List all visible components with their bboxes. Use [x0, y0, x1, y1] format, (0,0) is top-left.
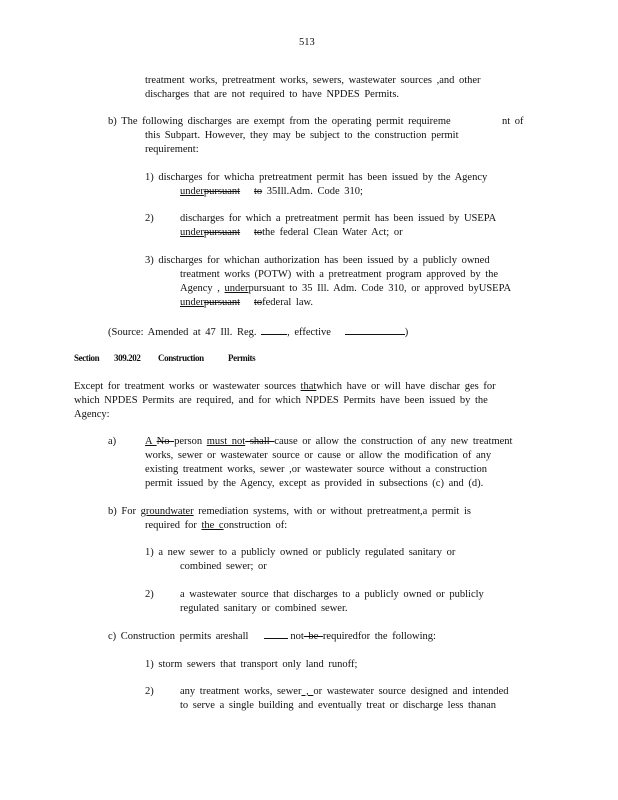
text-run: c) Construction permits areshall	[108, 631, 249, 642]
text-line	[180, 226, 403, 240]
section-title: Permits	[228, 353, 256, 363]
text-run: requiredfor the following:	[322, 631, 436, 642]
struck-deletion: to	[253, 227, 263, 238]
struck-deletion: be	[303, 631, 323, 642]
list-number: a)	[108, 436, 117, 447]
text-run: b) For	[108, 506, 141, 517]
text-run: (Source: Amended at 47 Ill. Reg.	[108, 327, 257, 338]
struck-deletion: pursuant	[203, 227, 241, 238]
struck-deletion: shall	[245, 436, 275, 447]
text-line: permit issued by the Agency, except as provided in subsections (c) and (d).	[145, 478, 484, 489]
text-line: 1) storm sewers that transport only land runoff;	[145, 659, 358, 670]
struck-deletion: No	[156, 436, 175, 447]
text-run: person	[174, 436, 207, 447]
text-run: onstruction of:	[223, 520, 288, 531]
text-line	[74, 380, 496, 394]
text-line	[180, 282, 511, 296]
text-line: combined sewer; or	[180, 561, 267, 572]
underlined-insertion: must not	[206, 436, 246, 447]
text-line: b) The following discharges are exempt from the operating permit requireme	[108, 116, 451, 127]
underlined-insertion: groundwater	[140, 506, 194, 517]
struck-deletion: that	[300, 381, 317, 392]
text-run: )	[404, 327, 409, 338]
text-run: or wastewater source designed and intended	[313, 686, 509, 697]
text-line	[180, 296, 313, 310]
section-heading: Section	[74, 353, 100, 363]
list-number: 2)	[145, 686, 154, 697]
section-title: Construction	[158, 353, 204, 363]
text-line: existing treatment works, sewer ,or wastewater source without a construction	[145, 464, 487, 475]
text-line: nt of	[502, 116, 524, 127]
text-run: 35Ill.Adm. Code 310;	[262, 186, 363, 197]
text-line: 1) a new sewer to a publicly owned or publicly regulated sanitary or	[145, 547, 456, 558]
text-line: regulated sanitary or combined sewer.	[180, 603, 348, 614]
text-line: 3) discharges for whichan authorization has been issued by a publicly owned	[145, 255, 490, 266]
text-line: a wastewater source that discharges to a publicly owned or publicly	[180, 589, 484, 600]
text-line: works, sewer or wastewater source or cause or allow the modification of any	[145, 450, 492, 461]
underlined-insertion: the c	[201, 520, 224, 531]
text-line	[180, 685, 508, 699]
text-line	[108, 505, 471, 519]
text-line	[180, 185, 363, 199]
text-run: required for	[145, 520, 202, 531]
text-line: discharges for which a pretreatment permit has been issued by USEPA	[180, 213, 497, 224]
text-run: which have or will have dischar ges for	[316, 381, 496, 392]
text-run: cause or allow the construction of any new treatment	[274, 436, 513, 447]
struck-deletion: pursuant	[203, 186, 241, 197]
text-run: not	[290, 631, 304, 642]
text-run: pursuant to 35 Ill. Adm. Code 310, or approved byUSEPA	[248, 283, 512, 294]
section-number: 309.202	[114, 353, 141, 363]
source-note	[108, 324, 408, 340]
text-line: to serve a single building and eventually treat or discharge less thanan	[180, 700, 497, 711]
text-line: treatment works (POTW) with a pretreatment program approved by the	[180, 269, 499, 280]
text-run: remediation systems, with or without pretreatment,a permit is	[193, 506, 471, 517]
blank-line	[261, 324, 287, 335]
text-run: federal law.	[262, 297, 314, 308]
list-number: 2)	[145, 213, 154, 224]
text-run: , effective	[287, 327, 331, 338]
text-line: this Subpart. However, they may be subject to the construction permit	[145, 130, 459, 141]
underlined-insertion: under	[224, 283, 249, 294]
text-run: Agency ,	[180, 283, 225, 294]
struck-space	[264, 632, 288, 639]
text-line: treatment works, pretreatment works, sewers, wastewater sources ,and other	[145, 75, 481, 86]
text-line	[108, 630, 436, 644]
text-line: 1) discharges for whicha pretreatment permit has been issued by the Agency	[145, 172, 488, 183]
underlined-insertion: A	[145, 436, 157, 447]
struck-deletion: to	[253, 186, 263, 197]
text-line: Agency:	[74, 409, 110, 420]
underlined-insertion: under	[180, 227, 204, 238]
list-number: 2)	[145, 589, 154, 600]
underlined-insertion: under	[180, 297, 204, 308]
underlined-insertion: ,	[301, 686, 314, 697]
text-line: requirement:	[145, 144, 199, 155]
text-run: Except for treatment works or wastewater sources	[74, 381, 301, 392]
text-line: which NPDES Permits are required, and for which NPDES Permits have been issued by the	[74, 395, 488, 406]
struck-deletion: pursuant	[203, 297, 241, 308]
text-run: the federal Clean Water Act; or	[262, 227, 403, 238]
text-line: discharges that are not required to have NPDES Permits.	[145, 89, 400, 100]
text-line	[145, 435, 512, 449]
text-run: any treatment works, sewer	[180, 686, 302, 697]
page-number: 513	[299, 37, 315, 48]
blank-line	[345, 324, 405, 335]
text-line	[145, 519, 287, 533]
struck-deletion: to	[253, 297, 263, 308]
underlined-insertion: under	[180, 186, 204, 197]
